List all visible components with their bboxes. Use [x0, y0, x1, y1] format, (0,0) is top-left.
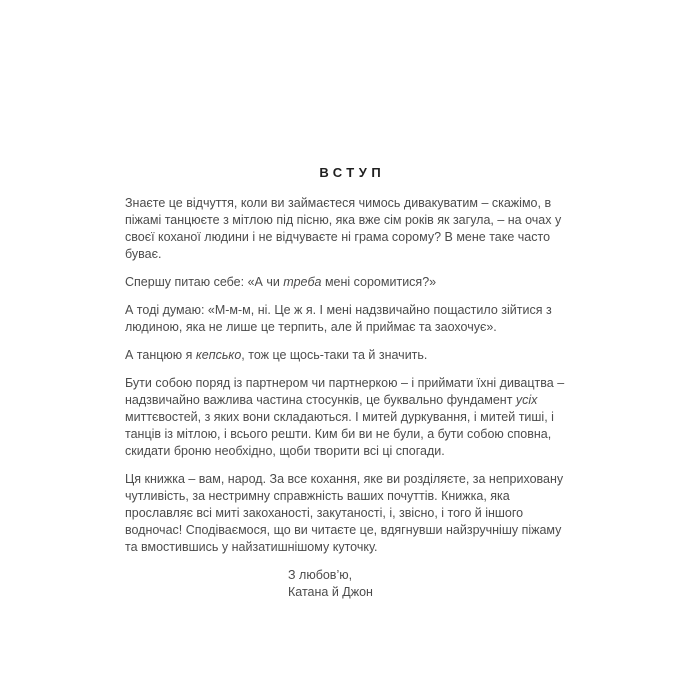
text-run: Спершу питаю себе: «А чи [125, 275, 284, 289]
text-run: А тоді думаю: «М-м-м, ні. Це ж я. І мені надзвичайно пощастило зійтися з людиною, яка не лише це терпить, але й приймає та заохочує». [125, 303, 552, 334]
text-run: мені соромитися?» [321, 275, 437, 289]
signature [125, 567, 575, 601]
text-run: Ця книжка – вам, народ. За все кохання, яке ви розділяєте, за неприховану чутливість, за нестримну справжність ваших почуттів. Книжка, яка прославляє всі миті закоханості, закутаності, і, звісно, і того й іншого водночас! Сподіваємося, що ви читаєте це, вдягнувши найзручнішу піжаму та вмостившись у найзатишнішому куточку. [125, 472, 564, 554]
body-paragraph [125, 195, 575, 263]
text-column [125, 0, 575, 601]
body-text [125, 195, 575, 556]
signature-line: Катана й Джон [288, 585, 373, 599]
text-run: , тож це щось-таки та й значить. [241, 348, 428, 362]
page-title: ВСТУП [319, 165, 386, 180]
signature-line: З любов’ю, [288, 568, 353, 582]
body-paragraph [125, 347, 575, 364]
body-paragraph [125, 471, 575, 556]
body-paragraph [125, 375, 575, 460]
text-run: миттєвостей, з яких вони складаються. І митей дуркування, і митей тиші, і танців із мітлою, і всього решти. Ким би ви не були, а бути собою сповна, скидати броню необхідно, щоби творити всі ці спогади. [125, 410, 554, 458]
italic-text-run: треба [283, 275, 322, 289]
body-paragraph [125, 302, 575, 336]
italic-text-run: кепсько [195, 348, 242, 362]
body-paragraph [125, 274, 575, 291]
italic-text-run: усіх [515, 393, 538, 407]
text-run: А танцюю я [125, 348, 196, 362]
text-run: Знаєте це відчуття, коли ви займаєтеся чимось дивакуватим – скажімо, в піжамі танцюєте з мітлою під пісню, яка вже сім років як загула, – на очах у своєї коханої людини і не відчуваєте ні грама сорому? В мене таке часто буває. [125, 196, 562, 261]
text-run: Бути собою поряд із партнером чи партнеркою – і приймати їхні дивацтва – надзвичайно важлива частина стосунків, це буквально фундамент [125, 376, 565, 407]
